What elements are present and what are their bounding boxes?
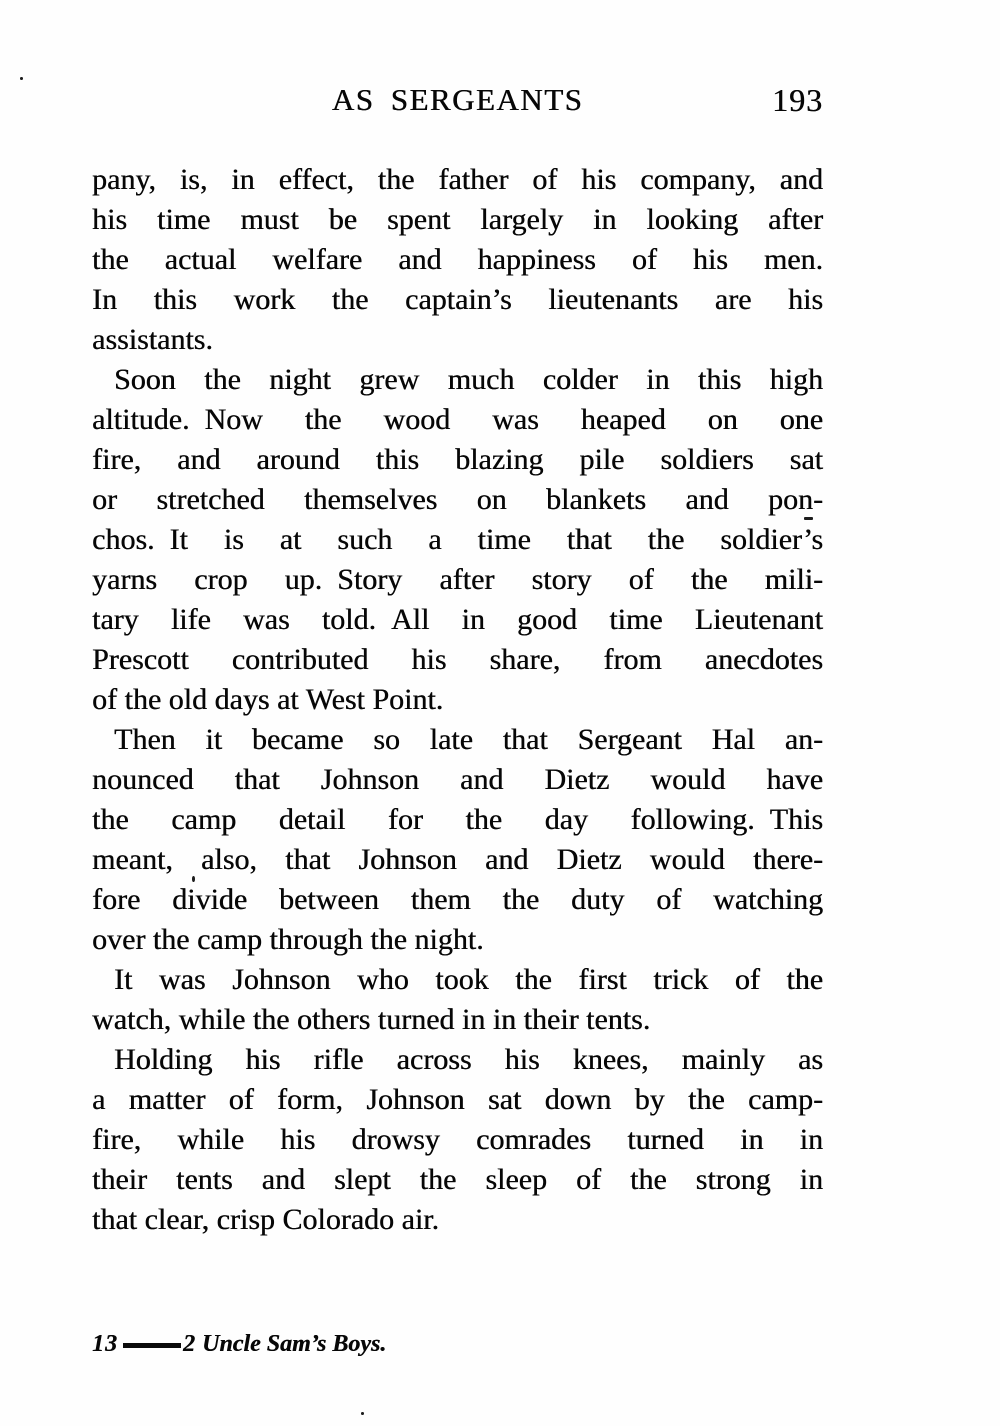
paragraph — [92, 1040, 823, 1240]
running-head — [92, 80, 823, 120]
chapter-running-title: AS SERGEANTS — [331, 82, 584, 117]
text-line: or stretched themselves on blankets and pon- — [92, 483, 823, 516]
text-line: nounced that Johnson and Dietz would have — [92, 763, 823, 796]
signature-number: 13 — [92, 1331, 118, 1357]
ink-speck — [20, 77, 23, 80]
text-block — [92, 160, 823, 1240]
text-line: Prescott contributed his share, from anecdotes — [92, 643, 823, 676]
paragraph — [92, 160, 823, 360]
text-line: their tents and slept the sleep of the strong in — [92, 1163, 823, 1196]
text-line: watch, while the others turned in in their tents. — [92, 1003, 651, 1036]
text-line: the actual welfare and happiness of his men. — [92, 243, 823, 276]
text-line: the camp detail for the day following. This — [92, 803, 823, 836]
page-number: 193 — [772, 82, 823, 118]
text-line: his time must be spent largely in looking after — [92, 203, 823, 236]
text-line: of the old days at West Point. — [92, 683, 444, 716]
text-line: Holding his rifle across his knees, mainly as — [114, 1043, 823, 1076]
text-line: pany, is, in effect, the father of his company, and — [92, 163, 823, 196]
text-line: fire, while his drowsy comrades turned in in — [92, 1123, 823, 1156]
text-line: Then it became so late that Sergeant Hal an- — [114, 723, 823, 756]
volume-number: 2 — [183, 1331, 195, 1357]
paragraph — [92, 720, 823, 960]
text-line: In this work the captain’s lieutenants are his — [92, 283, 823, 316]
text-line: Soon the night grew much colder in this high — [114, 363, 823, 396]
series-title: Uncle Sam’s Boys. — [202, 1331, 387, 1357]
text-line: meant, also, that Johnson and Dietz would there- — [92, 843, 823, 876]
text-line: assistants. — [92, 323, 213, 356]
text-line: It was Johnson who took the first trick of the — [114, 963, 823, 996]
text-line: that clear, crisp Colorado air. — [92, 1203, 440, 1236]
paragraph — [92, 360, 823, 720]
ink-speck — [804, 517, 813, 520]
text-line: tary life was told. All in good time Lieutenant — [92, 603, 823, 636]
ink-speck — [192, 876, 195, 882]
text-line: a matter of form, Johnson sat down by the camp- — [92, 1083, 823, 1116]
ink-speck — [361, 1412, 364, 1415]
text-line: altitude. Now the wood was heaped on one — [92, 403, 823, 436]
text-line: chos. It is at such a time that the soldier’s — [92, 523, 823, 556]
signature-rule — [123, 1343, 181, 1348]
text-line: over the camp through the night. — [92, 923, 484, 956]
paragraph — [92, 960, 823, 1040]
text-line: fire, and around this blazing pile soldiers sat — [92, 443, 823, 476]
text-line: fore divide between them the duty of watching — [92, 883, 823, 916]
printer-signature-line — [92, 1330, 386, 1358]
text-line: yarns crop up. Story after story of the mili- — [92, 563, 823, 596]
